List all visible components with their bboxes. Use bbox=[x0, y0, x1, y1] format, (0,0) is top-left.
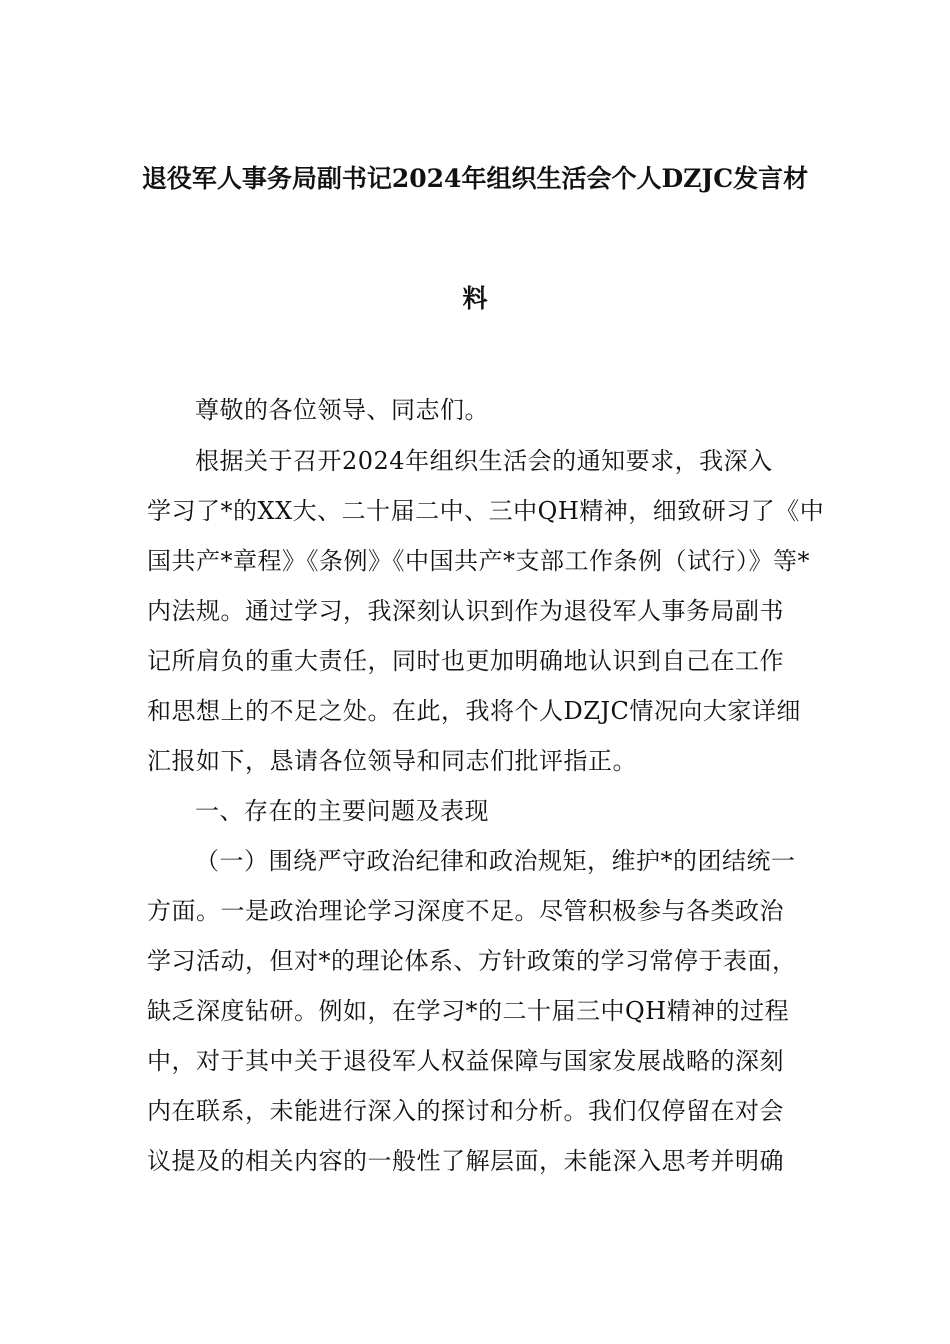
paragraph-line: 方面。一是政治理论学习深度不足。尽管积极参与各类政治 bbox=[147, 897, 784, 925]
paragraph-line: 中，对于其中关于退役军人权益保障与国家发展战略的深刻 bbox=[147, 1047, 784, 1075]
section-heading: 一、存在的主要问题及表现 bbox=[195, 797, 489, 825]
paragraph-line: 学习了*的XX大、二十届二中、三中QH精神，细致研习了《中 bbox=[147, 497, 825, 525]
document-title-line-2: 料 bbox=[462, 284, 488, 313]
paragraph-line: 学习活动，但对*的理论体系、方针政策的学习常停于表面， bbox=[147, 947, 797, 975]
paragraph-line: 内在联系，未能进行深入的探讨和分析。我们仅停留在对会 bbox=[147, 1097, 784, 1125]
paragraph-line: 记所肩负的重大责任，同时也更加明确地认识到自己在工作 bbox=[147, 647, 784, 675]
paragraph-line: 议提及的相关内容的一般性了解层面，未能深入思考并明确 bbox=[147, 1147, 784, 1175]
paragraph-line: （一）围绕严守政治纪律和政治规矩，维护*的团结统一 bbox=[195, 847, 796, 875]
paragraph-line: 缺乏深度钻研。例如，在学习*的二十届三中QH精神的过程 bbox=[147, 997, 790, 1025]
salutation: 尊敬的各位领导、同志们。 bbox=[195, 396, 489, 424]
paragraph-line: 和思想上的不足之处。在此，我将个人DZJC情况向大家详细 bbox=[147, 697, 801, 725]
paragraph-line: 汇报如下，恳请各位领导和同志们批评指正。 bbox=[147, 747, 637, 775]
paragraph-line: 根据关于召开2024年组织生活会的通知要求，我深入 bbox=[195, 447, 773, 475]
paragraph-line: 内法规。通过学习，我深刻认识到作为退役军人事务局副书 bbox=[147, 597, 784, 625]
document-title-line-1: 退役军人事务局副书记2024年组织生活会个人DZJC发言材 bbox=[141, 164, 809, 193]
paragraph-line: 国共产*章程》《条例》《中国共产*支部工作条例（试行）》等* bbox=[147, 547, 810, 575]
